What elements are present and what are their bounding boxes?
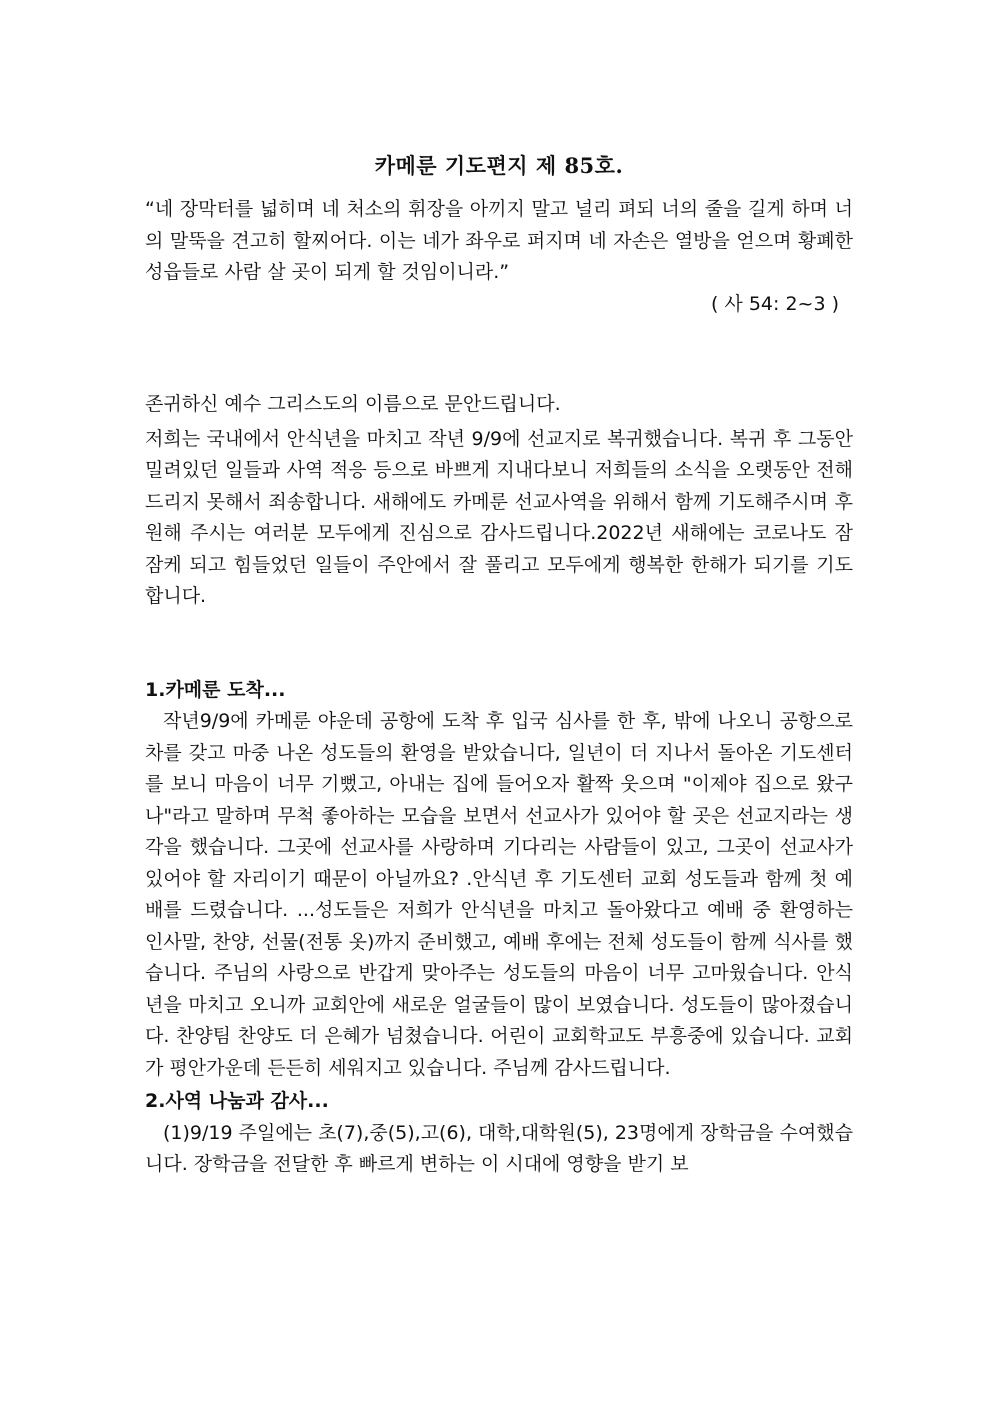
scripture-citation: ( 사 54: 2~3 ) [710, 292, 839, 315]
greeting-line: 존귀하신 예수 그리스도의 이름으로 문안드립니다. [145, 393, 561, 415]
section-heading-arrival: 1.카메룬 도착... [145, 678, 286, 701]
section-body-arrival: 작년9/9에 카메룬 야운데 공항에 도착 후 입국 심사를 한 후, 밖에 나오니 공항으로 차를 갖고 마중 나온 성도들의 환영을 받았습니다, 일년이 더 지나서 돌아온 기도센터를 보니 마음이 너무 기뻤고, 아내는 집에 들어오자 활짝 웃으며 "이제야 집으로 왔구나"라고 말하며 무척 좋아하는 모습을 보면서 선교사가 있어야 할 곳은 선교지라는 생각을 했습니다. 그곳에 선교사를 사랑하며 기다리는 사람들이 있고, 그곳이 선교사가 있어야 할 자리이기 때문이 아닐까요? .안식년 후 기도센터 교회 성도들과 함께 첫 예배를 드렸습니다. ...성도들은 저희가 안식년을 마치고 돌아왔다고 예배 중 환영하는 인사말, 찬양, 선물(전통 옷)까지 준비했고, 예배 후에는 전체 성도들이 함께 식사를 했습니다. 주님의 사랑으로 반갑게 맞아주는 성도들의 마음이 너무 고마웠습니다. 안식년을 마치고 오니까 교회안에 새로운 얼굴들이 많이 보였습니다. 성도들이 많아졌습니다. 찬양팀 찬양도 더 은혜가 넘쳤습니다. 어린이 교회학교도 부흥중에 있습니다. 교회가 평안가운데 든든히 세워지고 있습니다. 주님께 감사드립니다. [145, 710, 853, 1079]
section-heading-ministry: 2.사역 나눔과 감사... [145, 1090, 329, 1112]
letter-page [145, 150, 853, 1181]
scripture-verse: “네 장막터를 넓히며 네 처소의 휘장을 아끼지 말고 널리 펴되 너의 줄을 길게 하며 너의 말뚝을 견고히 할찌어다. 이는 네가 좌우로 퍼지며 네 자손은 열방을 얻으며 황폐한 성읍들로 사람 살 곳이 되게 할 것임이니라.” [145, 198, 853, 283]
intro-paragraph: 저희는 국내에서 안식년을 마치고 작년 9/9에 선교지로 복귀했습니다. 복귀 후 그동안 밀려있던 일들과 사역 적응 등으로 바쁘게 지내다보니 저희들의 소식을 오랫동안 전해드리지 못해서 죄송합니다. 새해에도 카메룬 선교사역을 위해서 함께 기도해주시며 후원해 주시는 여러분 모두에게 진심으로 감사드립니다.2022년 새해에는 코로나도 잠잠케 되고 힘들었던 일들이 주안에서 잘 풀리고 모두에게 행복한 한해가 되기를 기도합니다. [145, 427, 853, 607]
letter-title: 카메룬 기도편지 제 85호. [374, 153, 624, 178]
section-body-ministry: (1)9/19 주일에는 초(7),중(5),고(6), 대학,대학원(5), 23명에게 장학금을 수여했습니다. 장학금을 전달한 후 빠르게 변하는 이 시대에 영향을 받기 보 [145, 1121, 853, 1175]
